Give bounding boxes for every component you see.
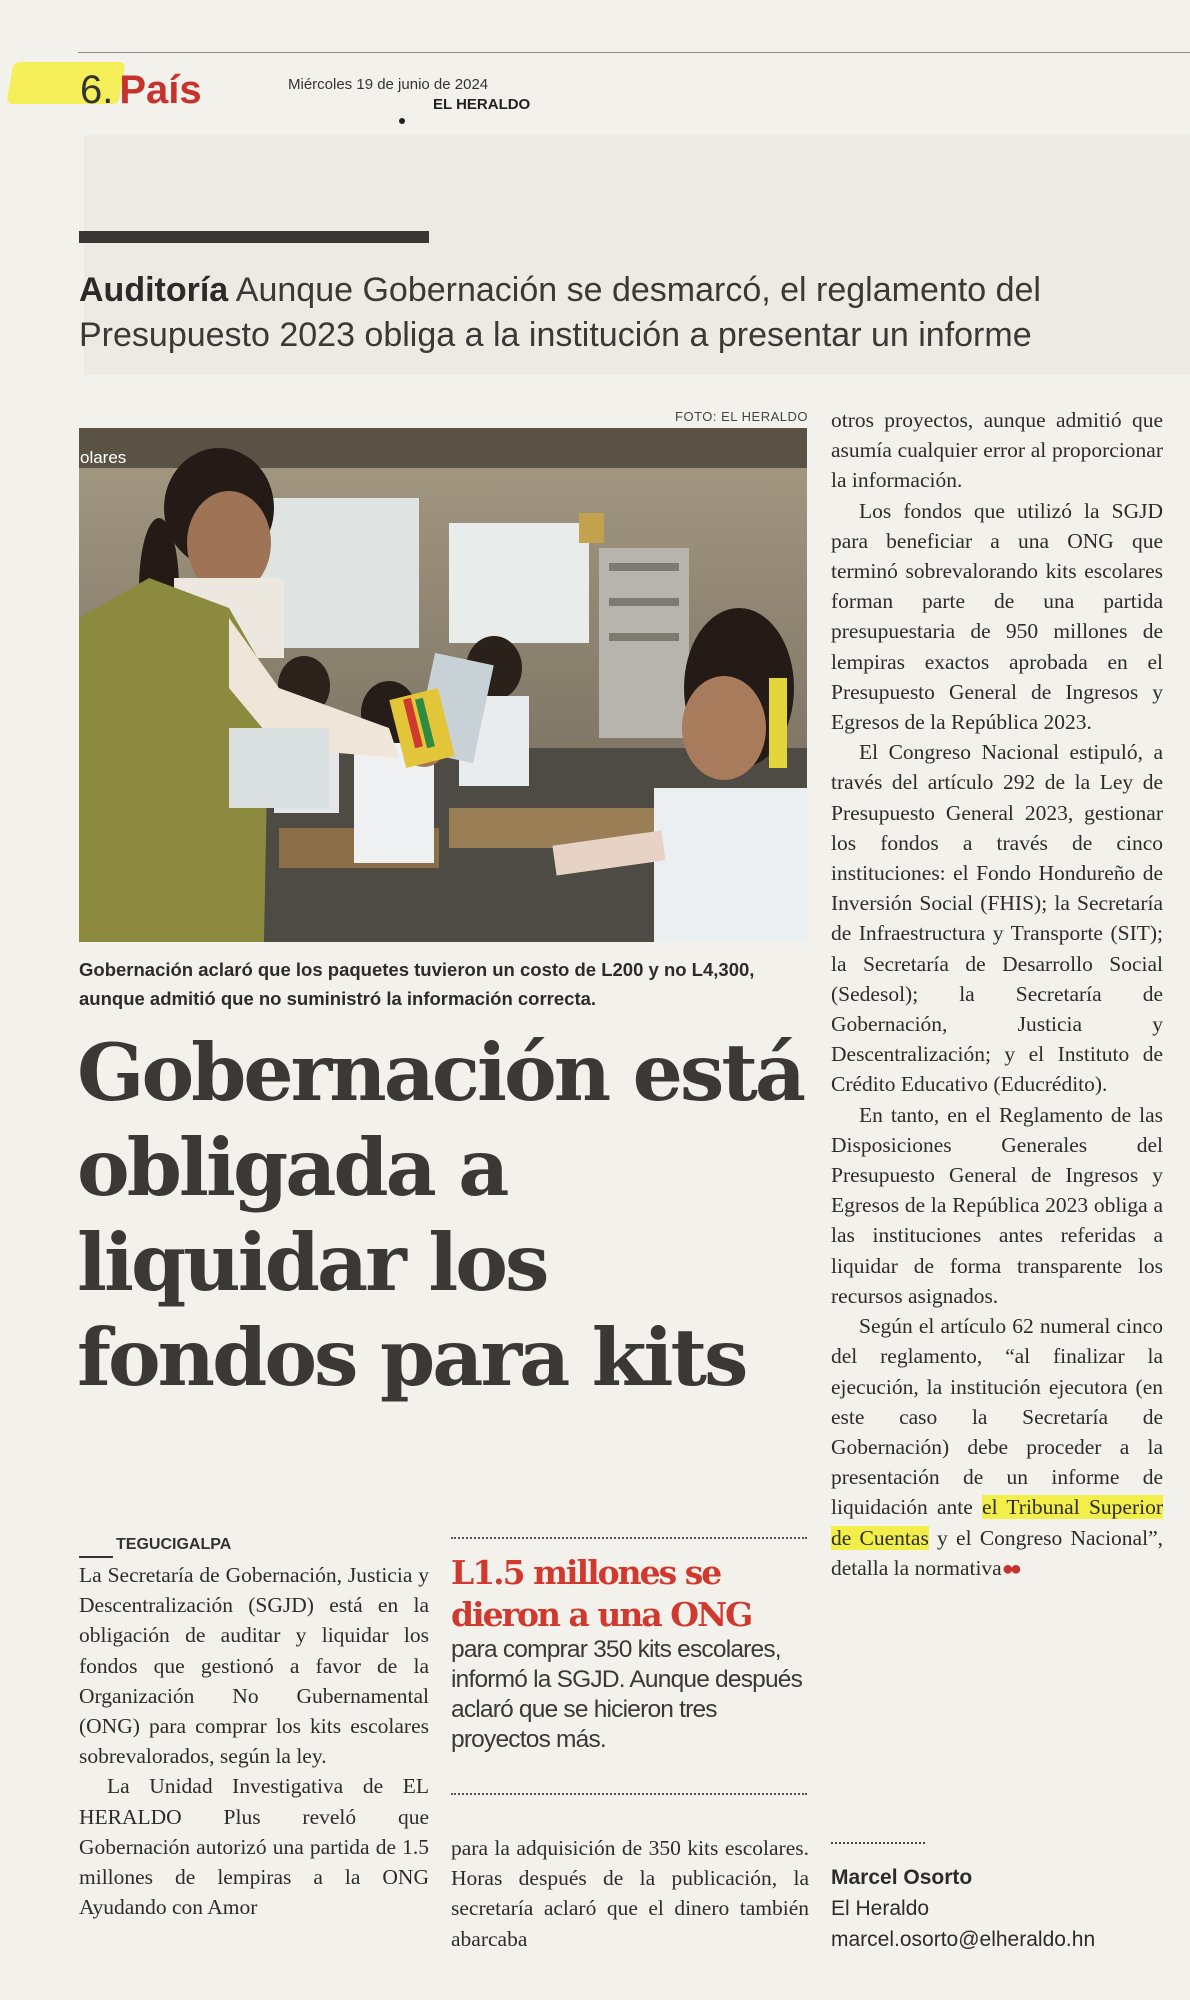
paragraph: En tanto, en el Reglamento de las Disposiciones Generales del Presupuesto General de Ingresos y Egresos de la República 2023 obliga a las instituciones antes referidas a liquidar de forma transparente los recursos asignados.: [831, 1102, 1163, 1308]
paragraph: para la adquisición de 350 kits escolares. Horas después de la publicación, la secretaría aclaró que el dinero también abarcaba: [451, 1836, 809, 1951]
dateline: TEGUCIGALPA: [116, 1536, 232, 1553]
top-rule: [78, 52, 1190, 53]
author-outlet: El Heraldo: [831, 1897, 930, 1920]
photo-credit: FOTO: EL HERALDO: [675, 409, 808, 424]
closing-paragraph: Según el artículo 62 numeral cinco del reglamento, “al finalizar la ejecución, la institución ejecutora (en este caso la Secretaría de Gobernación) debe proceder a la presentación de un informe de liquidación ante el Tribunal Superior de Cuentas y el Congreso Nacional”, detalla la normativa●●: [831, 1314, 1163, 1580]
end-mark: ●●: [1001, 1557, 1018, 1580]
paragraph: Los fondos que utilizó la SGJD para beneficiar a una ONG que terminó sobrevalorando kits escolares forman parte de una partida presupuestaria de 950 millones de lempiras exactos aprobada en el Presupuesto General de Ingresos y Egresos de la República 2023.: [831, 498, 1163, 735]
paragraph: otros proyectos, aunque admitió que asumía cualquier error al proporcionar la información.: [831, 408, 1163, 493]
publication-name: EL HERALDO: [433, 96, 531, 113]
section-name: País: [119, 68, 202, 112]
article-column-2: [451, 1833, 809, 1954]
article-column-1: [79, 1560, 429, 1922]
publication-dot: [399, 118, 405, 124]
author-name: Marcel Osorto: [831, 1866, 973, 1889]
issue-date: Miércoles 19 de junio de 2024: [288, 76, 489, 93]
kicker-text: Aunque Gobernación se desmarcó, el reglamento del Presupuesto 2023 obliga a la institución a presentar un informe: [79, 271, 1041, 354]
kicker: [79, 268, 1169, 358]
kicker-bar: [79, 231, 429, 243]
headline: Gobernación está obligada a liquidar los fondos para kits: [77, 1026, 804, 1404]
byline-rule: [831, 1842, 925, 1844]
paragraph: La Secretaría de Gobernación, Justicia y Descentralización (SGJD) está en la obligación de auditar y liquidar los fondos que gestionó a favor de la Organización No Gubernamental (ONG) para comprar los kits escolares sobrevalorados, según la ley.: [79, 1563, 429, 1769]
dateline-rule: [79, 1556, 113, 1558]
highlighted-text: el Tribunal Superior de Cuentas: [831, 1495, 1163, 1550]
photo-caption: Gobernación aclaró que los paquetes tuvieron un costo de L200 y no L4,300, aunque admitió que no suministró la información correcta.: [79, 959, 755, 1009]
photo-corner-text: olares: [80, 448, 127, 467]
pullquote-bottom-rule: [451, 1793, 807, 1795]
pullquote-body: para comprar 350 kits escolares, informó la SGJD. Aunque después aclaró que se hicieron tres proyectos más.: [451, 1636, 803, 1753]
paragraph: La Unidad Investigativa de EL HERALDO Plus reveló que Gobernación autorizó una partida de 1.5 millones de lempiras a la ONG Ayudando con Amor: [79, 1774, 429, 1920]
pullquote-top-rule: [451, 1537, 807, 1539]
classroom-photo: [79, 428, 807, 942]
author-email: marcel.osorto@elheraldo.hn: [831, 1928, 1096, 1951]
article-column-3: [831, 405, 1163, 1584]
news-photo: [79, 428, 807, 942]
pullquote-title: L1.5 millones se dieron a una ONG: [451, 1553, 752, 1634]
page-number: 6.: [80, 68, 114, 112]
page-folio: [80, 64, 202, 116]
paragraph: El Congreso Nacional estipuló, a través del artículo 292 de la Ley de Presupuesto General 2023, gestionar los fondos a través de cinco instituciones: el Fondo Hondureño de Inversión Social (FHIS); la Secretaría de Infraestructura y Transporte (SIT); la Secretaría de Desarrollo Social (Sedesol); la Secretaría de Gobernación, Justicia y Descentralización; y el Instituto de Crédito Educativo (Educrédito).: [831, 740, 1163, 1097]
kicker-lead: Auditoría: [79, 271, 229, 309]
byline: [831, 1862, 1095, 1955]
